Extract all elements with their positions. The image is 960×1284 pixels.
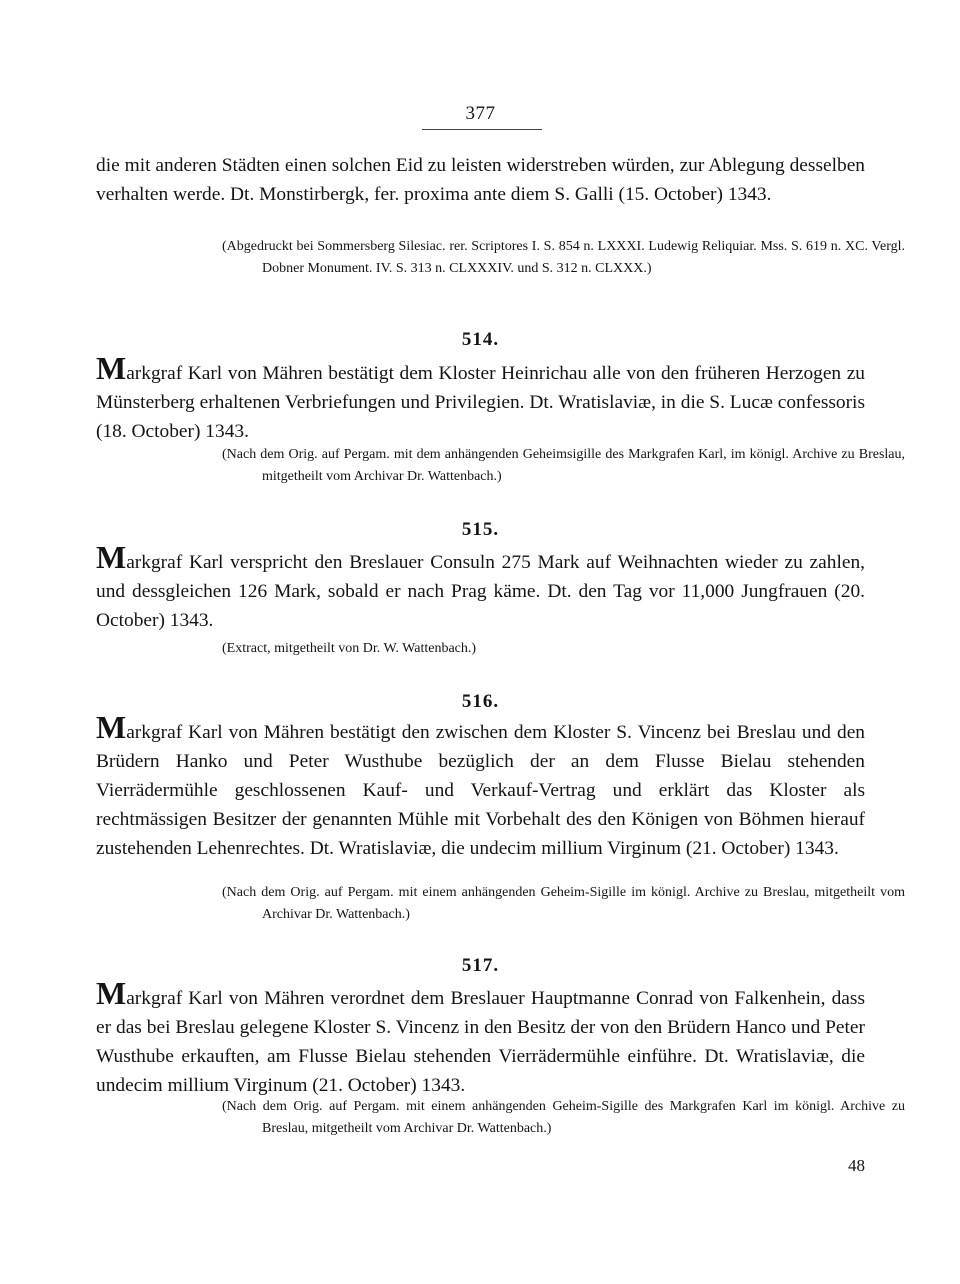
- entry-body: arkgraf Karl von Mähren bestätigt dem Kloster Heinrichau alle von den früheren Herzogen zu Münsterberg erhaltenen Verbriefungen und Privilegien. Dt. Wratislaviæ, in die S. Lucæ confessoris (18. October) 1343.: [96, 363, 865, 442]
- drop-initial: M: [96, 350, 127, 386]
- entry-text-515: [96, 539, 865, 635]
- entry-note-515: (Extract, mitgetheilt von Dr. W. Wattenbach.): [222, 641, 477, 656]
- document-page: [96, 0, 905, 1284]
- entry-text-516: [96, 709, 865, 863]
- entry-note-516: (Nach dem Orig. auf Pergam. mit einem anhängenden Geheim-Sigille im königl. Archive zu Breslau, mitgetheilt vom Archivar Dr. Wattenbach.): [222, 885, 905, 922]
- page-number: 377: [465, 103, 496, 124]
- entry-text-514: [96, 350, 865, 446]
- entry-number-517: 517.: [461, 955, 500, 976]
- drop-initial: M: [96, 975, 127, 1011]
- entry-number-515: 515.: [461, 519, 500, 540]
- continuation-note: (Abgedruckt bei Sommersberg Silesiac. rer. Scriptores I. S. 854 n. LXXXI. Ludewig Reliquiar. Mss. S. 619 n. XC. Vergl. Dobner Monument. IV. S. 313 n. CLXXXIV. und S. 312 n. CLXXX.): [222, 239, 905, 276]
- entry-body: arkgraf Karl verspricht den Breslauer Consuln 275 Mark auf Weihnachten wieder zu zahlen, und dessgleichen 126 Mark, sobald er nach Prag käme. Dt. den Tag vor 11,000 Jungfrauen (20. October) 1343.: [96, 552, 865, 631]
- entry-number-514: 514.: [461, 329, 500, 350]
- header-rule: [422, 129, 542, 130]
- entry-body: arkgraf Karl von Mähren bestätigt den zwischen dem Kloster S. Vincenz bei Breslau und den Brüdern Hanko und Peter Wusthube bezüglich der an dem Flusse Bielau stehenden Vierrädermühle geschlossenen Kauf- und Verkauf-Vertrag und erklärt das Kloster als rechtmässigen Besitzer der genannten Mühle mit Vorbehalt des den Königen von Böhmen hierauf zustehenden Lehenrechtes. Dt. Wratislaviæ, die undecim millium Virginum (21. October) 1343.: [96, 722, 865, 859]
- entry-body: arkgraf Karl von Mähren verordnet dem Breslauer Hauptmanne Conrad von Falkenhein, dass er das bei Breslau gelegene Kloster S. Vincenz in den Besitz der von den Brüdern Hanco und Peter Wusthube erkauften, am Flusse Bielau stehenden Vierrädermühle einführe. Dt. Wratislaviæ, die undecim millium Virginum (21. October) 1343.: [96, 988, 865, 1096]
- entry-number-516: 516.: [461, 691, 500, 712]
- drop-initial: M: [96, 709, 127, 745]
- signature-mark: 48: [848, 1156, 865, 1175]
- entry-note-514: (Nach dem Orig. auf Pergam. mit dem anhängenden Geheimsigille des Markgrafen Karl, im königl. Archive zu Breslau, mitgetheilt vom Archivar Dr. Wattenbach.): [222, 447, 905, 484]
- drop-initial: M: [96, 539, 127, 575]
- continuation-text: die mit anderen Städten einen solchen Eid zu leisten widerstreben würden, zur Ablegung desselben verhalten werde. Dt. Monstirbergk, fer. proxima ante diem S. Galli (15. October) 1343.: [96, 155, 865, 205]
- entry-note-517: (Nach dem Orig. auf Pergam. mit einem anhängenden Geheim-Sigille des Markgrafen Karl im königl. Archive zu Breslau, mitgetheilt vom Archivar Dr. Wattenbach.): [222, 1099, 905, 1136]
- entry-text-517: [96, 975, 865, 1100]
